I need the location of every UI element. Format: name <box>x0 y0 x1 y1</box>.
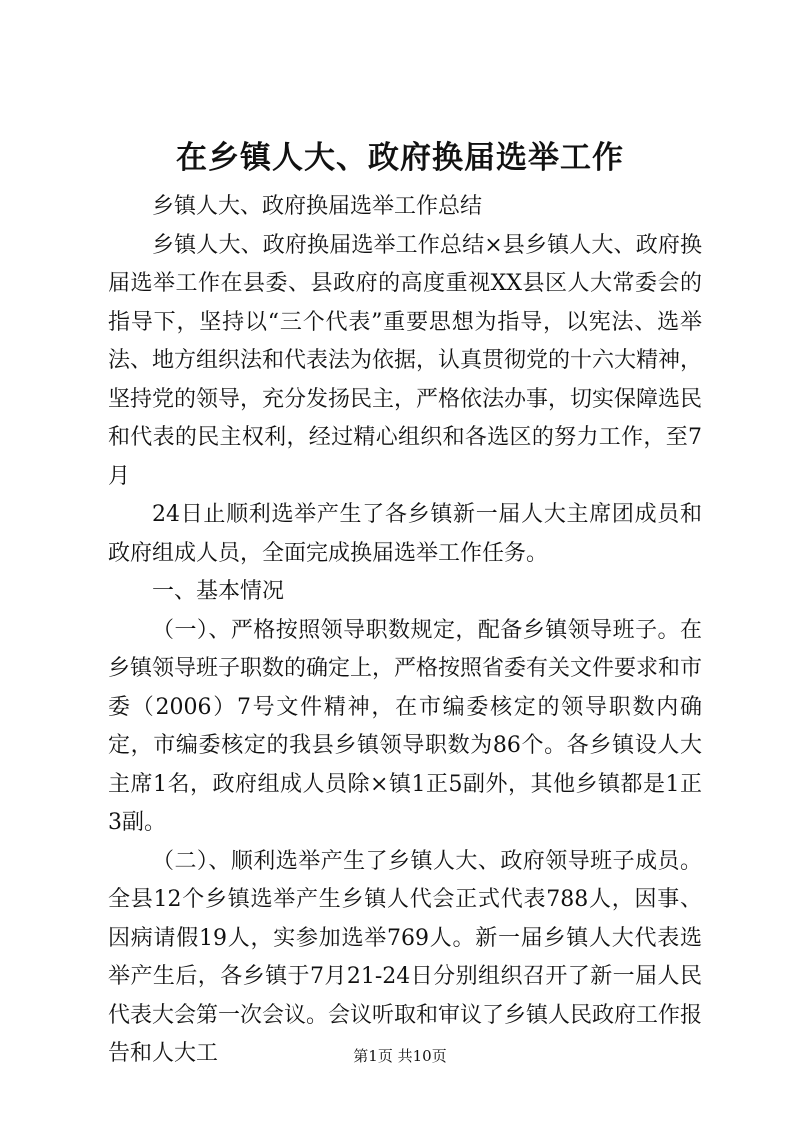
paragraph-section-2: （二）、顺利选举产生了乡镇人大、政府领导班子成员。全县12个乡镇选举产生乡镇人代会正式代表788人，因事、因病请假19人，实参加选举769人。新一届乡镇人大代表选举产生后，各乡镇于7月21-24日分别组织召开了新一届人民代表大会第一次会议。会议听取和审议了乡镇人民政府工作报告和人大工 <box>108 848 703 1066</box>
paragraph-section-1: （一）、严格按照领导职数规定，配备乡镇领导班子。在乡镇领导班子职数的确定上，严格按照省委有关文件要求和市委（2006）7号文件精神，在市编委核定的领导职数内确定，市编委核定的我县乡镇领导职数为86个。各乡镇设人大主席1名，政府组成人员除×镇1正5副外，其他乡镇都是1正3副。 <box>108 617 703 835</box>
paragraph-continuation: 24日止顺利选举产生了各乡镇新一届人大主席团成员和政府组成人员，全面完成换届选举工作任务。 <box>108 502 702 566</box>
document-body <box>108 188 702 1074</box>
section-heading-basic-situation: 一、基本情况 <box>152 579 285 604</box>
paragraph-subtitle: 乡镇人大、政府换届选举工作总结 <box>152 194 483 219</box>
page-number-footer: 第1页 共10页 <box>353 1047 447 1065</box>
paragraph-intro: 乡镇人大、政府换届选举工作总结×县乡镇人大、政府换届选举工作在县委、县政府的高度重视XX县区人大常委会的指导下，坚持以“三个代表”重要思想为指导，以宪法、选举法、地方组织法和代表法为依据，认真贯彻党的十六大精神，坚持党的领导，充分发扬民主，严格依法办事，切实保障选民和代表的民主权利，经过精心组织和各选区的努力工作，至7月 <box>108 232 703 489</box>
document-title: 在乡镇人大、政府换届选举工作 <box>176 140 624 176</box>
